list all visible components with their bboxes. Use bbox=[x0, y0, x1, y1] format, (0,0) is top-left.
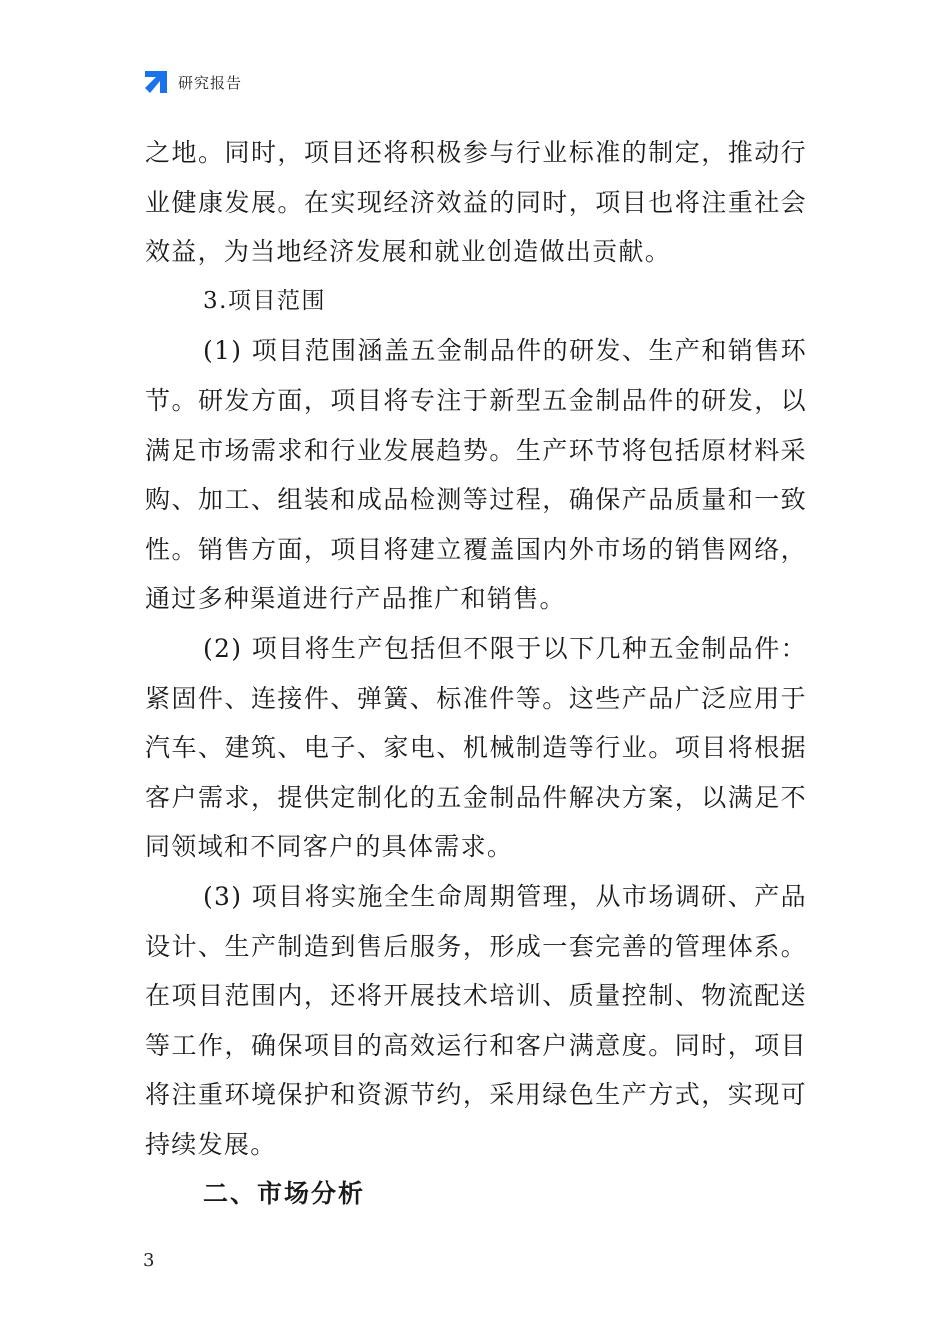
scope-item-3: (3) 项目将实施全生命周期管理，从市场调研、产品设计、生产制造到售后服务，形成一套完善的管理体系。在项目范围内，还将开展技术培训、质量控制、物流配送等工作，确保项目的高效运行和客户满意度。同时，项目将注重环境保护和资源节约，采用绿色生产方式，实现可持续发展。 bbox=[145, 881, 807, 1159]
intro-paragraph: 之地。同时，项目还将积极参与行业标准的制定，推动行业健康发展。在实现经济效益的同时，项目也将注重社会效益，为当地经济发展和就业创造做出贡献。 bbox=[145, 138, 807, 267]
scope-item-2: (2) 项目将生产包括但不限于以下几种五金制品件：紧固件、连接件、弹簧、标准件等。这些产品广泛应用于汽车、建筑、电子、家电、机械制造等行业。项目将根据客户需求，提供定制化的五金制品件解决方案，以满足不同领域和不同客户的具体需求。 bbox=[145, 633, 807, 862]
section-heading-market-analysis: 二、市场分析 bbox=[203, 1179, 366, 1209]
scope-heading: 3.项目范围 bbox=[203, 287, 326, 314]
arrow-up-right-icon bbox=[143, 69, 169, 95]
scope-item-1: (1) 项目范围涵盖五金制品件的研发、生产和销售环节。研发方面，项目将专注于新型五金制品件的研发，以满足市场需求和行业发展趋势。生产环节将包括原材料采购、加工、组装和成品检测等过程，确保产品质量和一致性。销售方面，项目将建立覆盖国内外市场的销售网络，通过多种渠道进行产品推广和销售。 bbox=[145, 336, 807, 614]
header-title: 研究报告 bbox=[178, 73, 243, 92]
document-body bbox=[145, 128, 807, 1219]
report-header bbox=[143, 68, 242, 96]
page-number: 3 bbox=[143, 1250, 155, 1271]
